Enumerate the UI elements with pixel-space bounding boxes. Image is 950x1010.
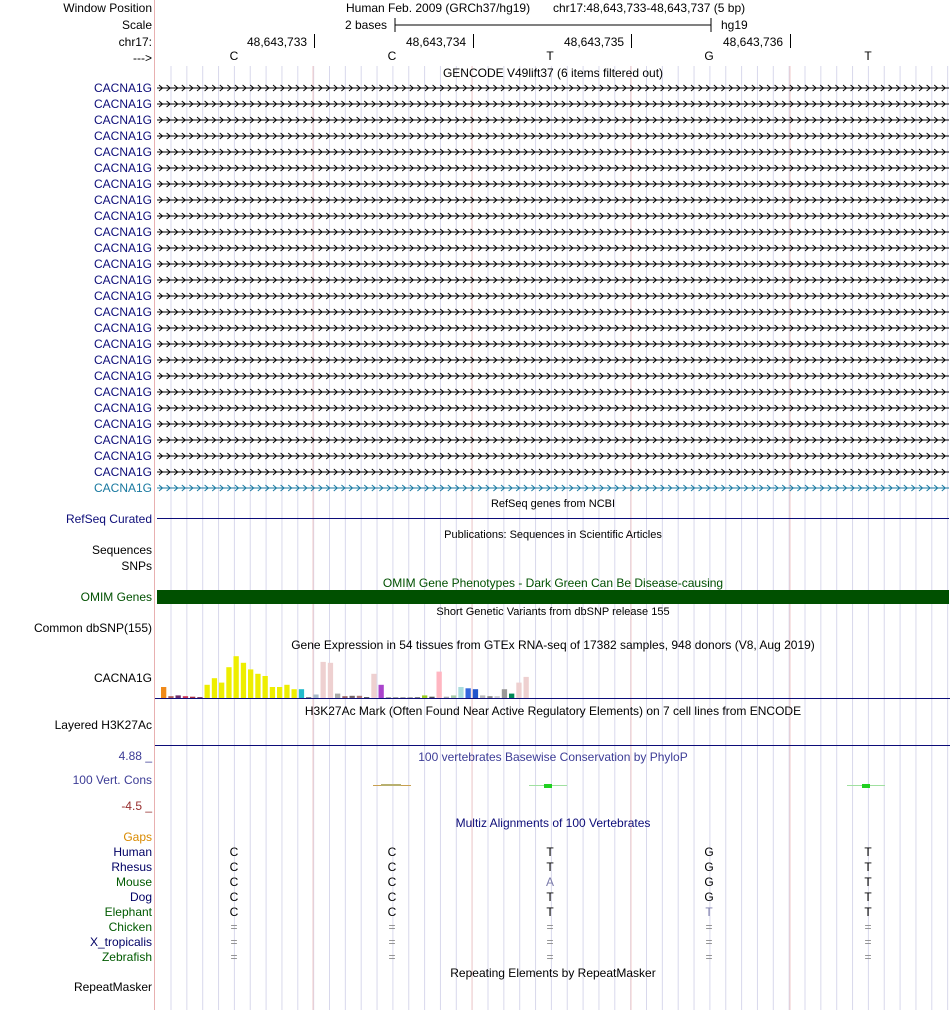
omim-gene-bar[interactable] [157,590,949,604]
coordinate-label: 48,643,733 [247,35,308,49]
multiz-aligned-base: = [388,950,396,964]
gtex-tissue-bar [473,689,478,698]
gtex-tissue-bar [516,683,521,698]
gencode-transcript-label[interactable]: CACNA1G [93,385,152,399]
multiz-species-label[interactable]: Rhesus [111,860,152,874]
multiz-aligned-base: T [705,905,713,919]
multiz-aligned-base: G [704,890,714,904]
gencode-transcript-row[interactable] [157,161,949,177]
scale-label: Scale [121,18,152,32]
gtex-tissue-bar [219,683,224,698]
reference-base: T [546,49,554,63]
publications-track-title[interactable]: Publications: Sequences in Scientific Articles [444,529,662,541]
multiz-aligned-base: T [864,875,872,889]
dbsnp-track-title[interactable]: Short Genetic Variants from dbSNP release 155 [436,606,670,618]
reference-base: G [704,49,714,63]
gencode-transcript-row[interactable] [157,369,949,385]
multiz-aligned-base: = [705,950,713,964]
gencode-transcript-row[interactable] [157,305,949,321]
gtex-tissue-bar [299,689,304,698]
gencode-transcript-label[interactable]: CACNA1G [93,161,152,175]
gtex-tissue-bar [255,674,260,698]
gencode-transcript-row[interactable] [157,97,949,113]
gencode-transcript-row[interactable] [157,177,949,193]
multiz-aligned-base: T [864,845,872,859]
gtex-tissue-bar [292,689,297,698]
refseq-gene-line[interactable] [157,518,949,519]
multiz-aligned-base: C [229,890,239,904]
scale-bar [394,17,714,33]
multiz-aligned-base: = [546,935,554,949]
multiz-aligned-base: = [864,920,872,934]
dbsnp-label[interactable]: Common dbSNP(155) [33,621,152,635]
coordinate-label: 48,643,736 [723,35,784,49]
scale-text: 2 bases [345,18,388,32]
gencode-transcript-label[interactable]: CACNA1G [93,321,152,335]
gtex-expression-chart[interactable] [157,652,537,698]
gencode-transcript-label[interactable]: CACNA1G [93,225,152,239]
gencode-transcript-row[interactable] [157,289,949,305]
publications-snps-label[interactable]: SNPs [121,559,152,573]
h3k27ac-label[interactable]: Layered H3K27Ac [54,718,152,732]
gencode-transcript-row[interactable] [157,241,949,257]
reference-base: T [864,49,872,63]
multiz-aligned-base: C [229,845,239,859]
multiz-aligned-base: = [546,950,554,964]
phylop-min-value: -4.5 _ [121,799,152,813]
gencode-transcript-row[interactable] [157,385,949,401]
coordinate-tick [631,34,632,48]
gencode-transcript-label[interactable]: CACNA1G [93,193,152,207]
gtex-divider [155,698,950,699]
gencode-track-title[interactable]: GENCODE V49lift37 (6 items filtered out) [442,66,664,80]
gencode-transcript-label[interactable]: CACNA1G [93,129,152,143]
gtex-tissue-bar [328,663,333,698]
gencode-transcript-row[interactable] [157,353,949,369]
gencode-transcript-row[interactable] [157,273,949,289]
gencode-transcript-label[interactable]: CACNA1G [93,145,152,159]
gtex-tissue-bar [321,662,326,698]
gtex-tissue-bar [371,674,376,698]
omim-genes-label[interactable]: OMIM Genes [80,590,152,604]
gencode-transcript-row[interactable] [157,481,949,497]
coordinate-tick [790,34,791,48]
strand-direction-label[interactable]: ---> [133,51,152,65]
multiz-aligned-base: T [546,905,554,919]
gencode-transcript-row[interactable] [157,81,949,97]
multiz-aligned-base: = [705,935,713,949]
gtex-tissue-bar [234,656,239,698]
coordinate-label: 48,643,735 [564,35,625,49]
multiz-aligned-base: C [387,845,397,859]
gencode-transcript-row[interactable] [157,321,949,337]
gencode-transcript-row[interactable] [157,209,949,225]
multiz-gaps-label[interactable]: Gaps [123,830,152,844]
reference-base: C [229,49,239,63]
gencode-transcript-row[interactable] [157,129,949,145]
gencode-transcript-row[interactable] [157,417,949,433]
multiz-aligned-base: T [546,845,554,859]
multiz-aligned-base: T [546,890,554,904]
phylop-track-title[interactable]: 100 vertebrates Basewise Conservation by PhyloP [418,750,688,764]
multiz-aligned-base: T [546,860,554,874]
gencode-transcript-row[interactable] [157,337,949,353]
multiz-species-label[interactable]: Human [113,845,152,859]
multiz-aligned-base: = [864,935,872,949]
gencode-transcript-row[interactable] [157,225,949,241]
multiz-species-label[interactable]: Dog [129,890,152,904]
assembly-short: hg19 [721,18,748,32]
gencode-transcript-label[interactable]: CACNA1G [93,97,152,111]
gencode-transcript-label[interactable]: CACNA1G [93,369,152,383]
gencode-transcript-label[interactable]: CACNA1G [93,481,152,495]
gencode-transcript-label[interactable]: CACNA1G [93,177,152,191]
gencode-transcript-row[interactable] [157,465,949,481]
multiz-track-title[interactable]: Multiz Alignments of 100 Vertebrates [455,816,651,830]
gtex-tissue-bar [524,677,529,698]
gencode-transcript-label[interactable]: CACNA1G [93,449,152,463]
gencode-transcript-row[interactable] [157,257,949,273]
multiz-aligned-base: = [864,950,872,964]
gtex-tissue-bar [212,678,217,698]
phylop-label[interactable]: 100 Vert. Cons [72,773,152,787]
gencode-transcript-label[interactable]: CACNA1G [93,417,152,431]
multiz-aligned-base: C [229,875,239,889]
gencode-transcript-label[interactable]: CACNA1G [93,113,152,127]
gencode-transcript-label[interactable]: CACNA1G [93,273,152,287]
multiz-aligned-base: C [387,875,397,889]
multiz-aligned-base: = [546,920,554,934]
gtex-tissue-bar [248,669,253,698]
gencode-transcript-row[interactable] [157,449,949,465]
gtex-tissue-bar [379,685,384,698]
gencode-transcript-label[interactable]: CACNA1G [93,337,152,351]
gtex-tissue-bar [466,688,471,698]
repeatmasker-track-title[interactable]: Repeating Elements by RepeatMasker [450,966,656,980]
gencode-transcript-row[interactable] [157,193,949,209]
gtex-tissue-bar [502,689,507,698]
gencode-transcript-row[interactable] [157,401,949,417]
multiz-aligned-base: T [864,905,872,919]
gtex-track-title[interactable]: Gene Expression in 54 tissues from GTEx RNA-seq of 17382 samples, 948 donors (V8, Aug 2019) [291,638,815,652]
label-divider [154,0,155,1010]
gtex-tissue-bar [263,676,268,698]
multiz-aligned-base: = [388,920,396,934]
multiz-aligned-base: = [230,920,238,934]
reference-base: C [387,49,397,63]
omim-track-title[interactable]: OMIM Gene Phenotypes - Dark Green Can Be Disease-causing [382,576,724,590]
h3k27ac-track-title[interactable]: H3K27Ac Mark (Often Found Near Active Regulatory Elements) on 7 cell lines from ENCODE [304,704,802,718]
coordinate-tick [314,34,315,48]
chromosome-label: chr17: [118,35,152,49]
multiz-aligned-base: = [705,920,713,934]
gtex-tissue-bar [437,672,442,698]
repeatmasker-label[interactable]: RepeatMasker [73,980,152,994]
window-position-label: Window Position [63,1,152,15]
gtex-tissue-bar [205,685,210,698]
multiz-aligned-base: C [229,905,239,919]
gencode-transcript-row[interactable] [157,113,949,129]
multiz-aligned-base: G [704,875,714,889]
gtex-tissue-bar [241,663,246,698]
multiz-aligned-base: T [864,890,872,904]
multiz-species-label[interactable]: Mouse [115,875,152,889]
multiz-aligned-base: C [387,860,397,874]
coordinate-label: 48,643,734 [406,35,467,49]
position-title: chr17:48,643,733-48,643,737 (5 bp) [553,1,746,15]
gencode-transcript-row[interactable] [157,433,949,449]
gtex-tissue-bar [284,685,289,698]
coordinate-tick [473,34,474,48]
multiz-species-label[interactable]: X_tropicalis [89,935,152,949]
multiz-aligned-base: G [704,845,714,859]
multiz-aligned-base: C [387,905,397,919]
refseq-track-title[interactable]: RefSeq genes from NCBI [490,498,616,510]
gencode-transcript-label[interactable]: CACNA1G [93,401,152,415]
multiz-aligned-base: G [704,860,714,874]
h3k27ac-divider [155,745,950,746]
multiz-aligned-base: = [230,950,238,964]
gtex-tissue-bar [270,687,275,698]
multiz-species-label[interactable]: Elephant [104,905,152,919]
multiz-aligned-base: C [387,890,397,904]
publications-sequences-label[interactable]: Sequences [91,543,152,557]
gencode-transcript-label[interactable]: CACNA1G [93,289,152,303]
gtex-tissue-bar [458,687,463,698]
multiz-species-label[interactable]: Chicken [108,920,152,934]
gencode-transcript-row[interactable] [157,145,949,161]
gencode-transcript-label[interactable]: CACNA1G [93,305,152,319]
gtex-gene-label[interactable]: CACNA1G [93,671,152,685]
refseq-curated-label[interactable]: RefSeq Curated [65,512,152,526]
multiz-aligned-base: C [229,860,239,874]
multiz-aligned-base: A [545,875,554,889]
gencode-transcript-label[interactable]: CACNA1G [93,465,152,479]
gencode-transcript-label[interactable]: CACNA1G [93,433,152,447]
gtex-tissue-bar [161,687,166,698]
gencode-transcript-label[interactable]: CACNA1G [93,257,152,271]
assembly-title: Human Feb. 2009 (GRCh37/hg19) [346,1,531,15]
multiz-aligned-base: = [230,935,238,949]
gencode-transcript-label[interactable]: CACNA1G [93,241,152,255]
multiz-aligned-base: T [864,860,872,874]
gencode-transcript-label[interactable]: CACNA1G [93,353,152,367]
gtex-tissue-bar [226,667,231,698]
phylop-max-value: 4.88 _ [118,749,152,763]
gencode-transcript-label[interactable]: CACNA1G [93,209,152,223]
multiz-aligned-base: = [388,935,396,949]
gencode-transcript-label[interactable]: CACNA1G [93,81,152,95]
gtex-tissue-bar [277,687,282,698]
multiz-species-label[interactable]: Zebrafish [101,950,152,964]
phylop-signal[interactable] [157,780,949,792]
